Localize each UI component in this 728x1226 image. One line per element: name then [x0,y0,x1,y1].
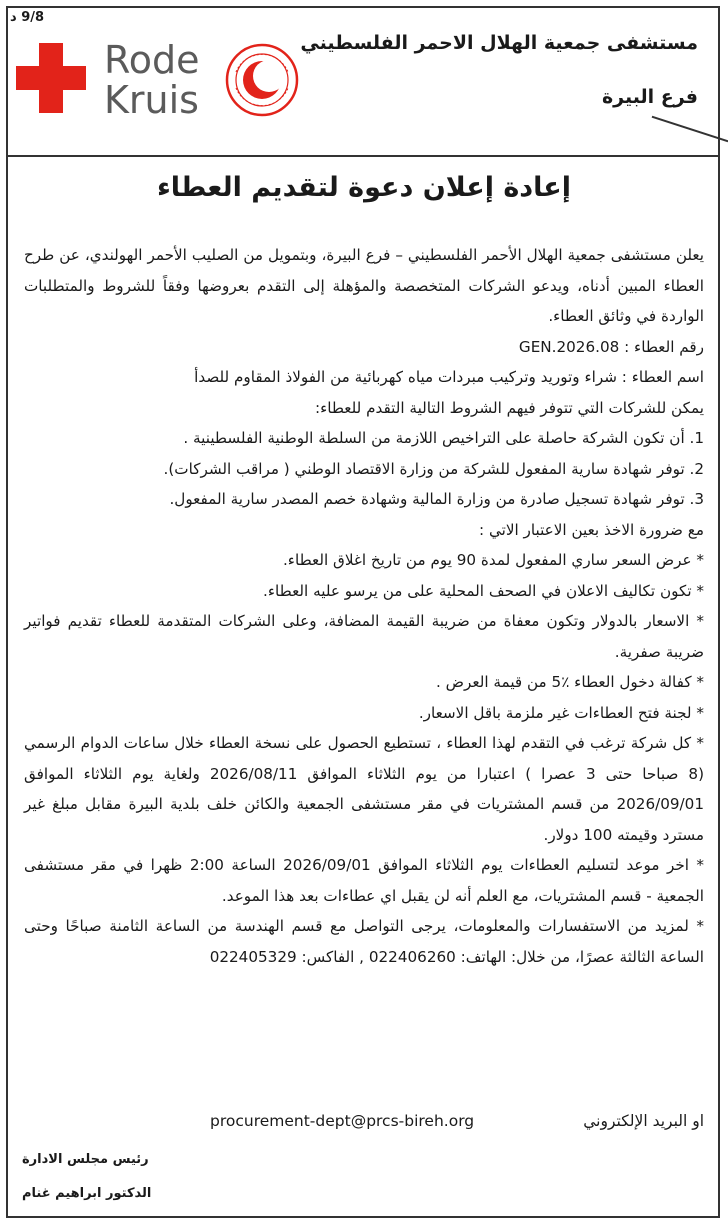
tender-name-line: اسم العطاء : شراء وتوريد وتركيب مبردات مياه كهربائية من الفولاذ المقاوم للصدأ [194,368,704,386]
signatory-role: رئيس مجلس الادارة [22,1152,149,1167]
header-divider [6,155,720,157]
announcement-title: إعادة إعلان دعوة لتقديم العطاء [156,172,572,203]
intro-paragraph: يعلن مستشفى جمعية الهلال الأحمر الفلسطيني – فرع البيرة، وبتمويل من الصليب الأحمر الهولندي، عن طرح العطاء المبين أدناه، ويدعو الشركات المتخصصة والمؤهلة إلى التقدم بعروضها وفقاً للشروط والمتطلبات الواردة في وثائق العطاء. [24,246,704,325]
tender-number-label: رقم العطاء : [624,337,704,356]
organization-branch: فرع البيرة [601,86,698,108]
condition-item: 3. توفر شهادة تسجيل صادرة من وزارة المالية وشهادة خصم المصدر سارية المفعول. [169,490,704,508]
tender-number-line [24,332,704,363]
logo-word-rode: Rode [104,38,200,82]
reference-code: 9/8 د [10,10,45,25]
condition-item: 2. توفر شهادة سارية المفعول للشركة من وزارة الاقتصاد الوطني ( مراقب الشركات). [163,459,704,478]
red-crescent-emblem-icon [224,42,300,118]
red-cross-icon-vertical [39,43,63,113]
note-item: * لمزيد من الاستفسارات والمعلومات، يرجى التواصل مع قسم الهندسة من الساعة الثامنة صباحًا وحتى الساعة الثالثة عصرًا، من خلال: الهاتف: 022406260 , الفاكس: 022405329 [24,917,704,966]
note-item: * عرض السعر ساري المفعول لمدة 90 يوم من تاريخ اغلاق العطاء. [282,551,704,569]
note-item: * كفالة دخول العطاء ٪5 من قيمة العرض . [436,673,704,691]
notes-intro: مع ضرورة الاخذ بعين الاعتبار الاتي : [479,520,704,539]
email-address: procurement-dept@prcs-bireh.org [210,1112,475,1130]
note-item: * لجنة فتح العطاءات غير ملزمة باقل الاسعار. [418,703,704,722]
conditions-intro: يمكن للشركات التي تتوفر فيهم الشروط التالية التقدم للعطاء: [314,398,704,417]
header-logos [12,30,282,126]
condition-item: 1. أن تكون الشركة حاصلة على التراخيص اللازمة من السلطة الوطنية الفلسطينية . [183,429,704,447]
note-item: * كل شركة ترغب في التقدم لهذا العطاء ، تستطيع الحصول على نسخة العطاء خلال ساعات الدوام الرسمي (8 صباحا حتى 3 عصرا ) اعتبارا من يوم الثلاثاء الموافق 2026/08/11 ولغاية يوم الثلاثاء الموافق 2026/09/01 من قسم المشتريات في مقر مستشفى الجمعية والكائن خلف بلدية البيرة مقابل مبلغ غير مسترد وقيمته 100 دولار. [24,734,704,844]
note-item: * تكون تكاليف الاعلان في الصحف المحلية على من يرسو عليه العطاء. [263,581,704,600]
signatory-name: الدكتور ابراهيم غنام [22,1186,152,1201]
logo-word-kruis: Kruis [104,78,199,122]
tender-number: GEN.2026.08 [518,337,620,356]
email-label: او البريد الإلكتروني [583,1112,704,1130]
note-item: * اخر موعد لتسليم العطاءات يوم الثلاثاء الموافق 2026/09/01 الساعة 2:00 ظهرا في مقر مستشفى الجمعية - قسم المشتريات، مع العلم أنه لن يقبل اي عطاءات بعد هذا الموعد. [24,856,704,905]
rode-kruis-logo-text [104,40,199,120]
email-line [24,1112,704,1130]
organization-name: مستشفى جمعية الهلال الاحمر الفلسطيني [300,32,698,54]
note-item: * الاسعار بالدولار وتكون معفاة من ضريبة القيمة المضافة، وعلى الشركات المتقدمة للعطاء تقديم فواتير ضريبة صفرية. [24,612,704,661]
announcement-body [24,240,704,972]
